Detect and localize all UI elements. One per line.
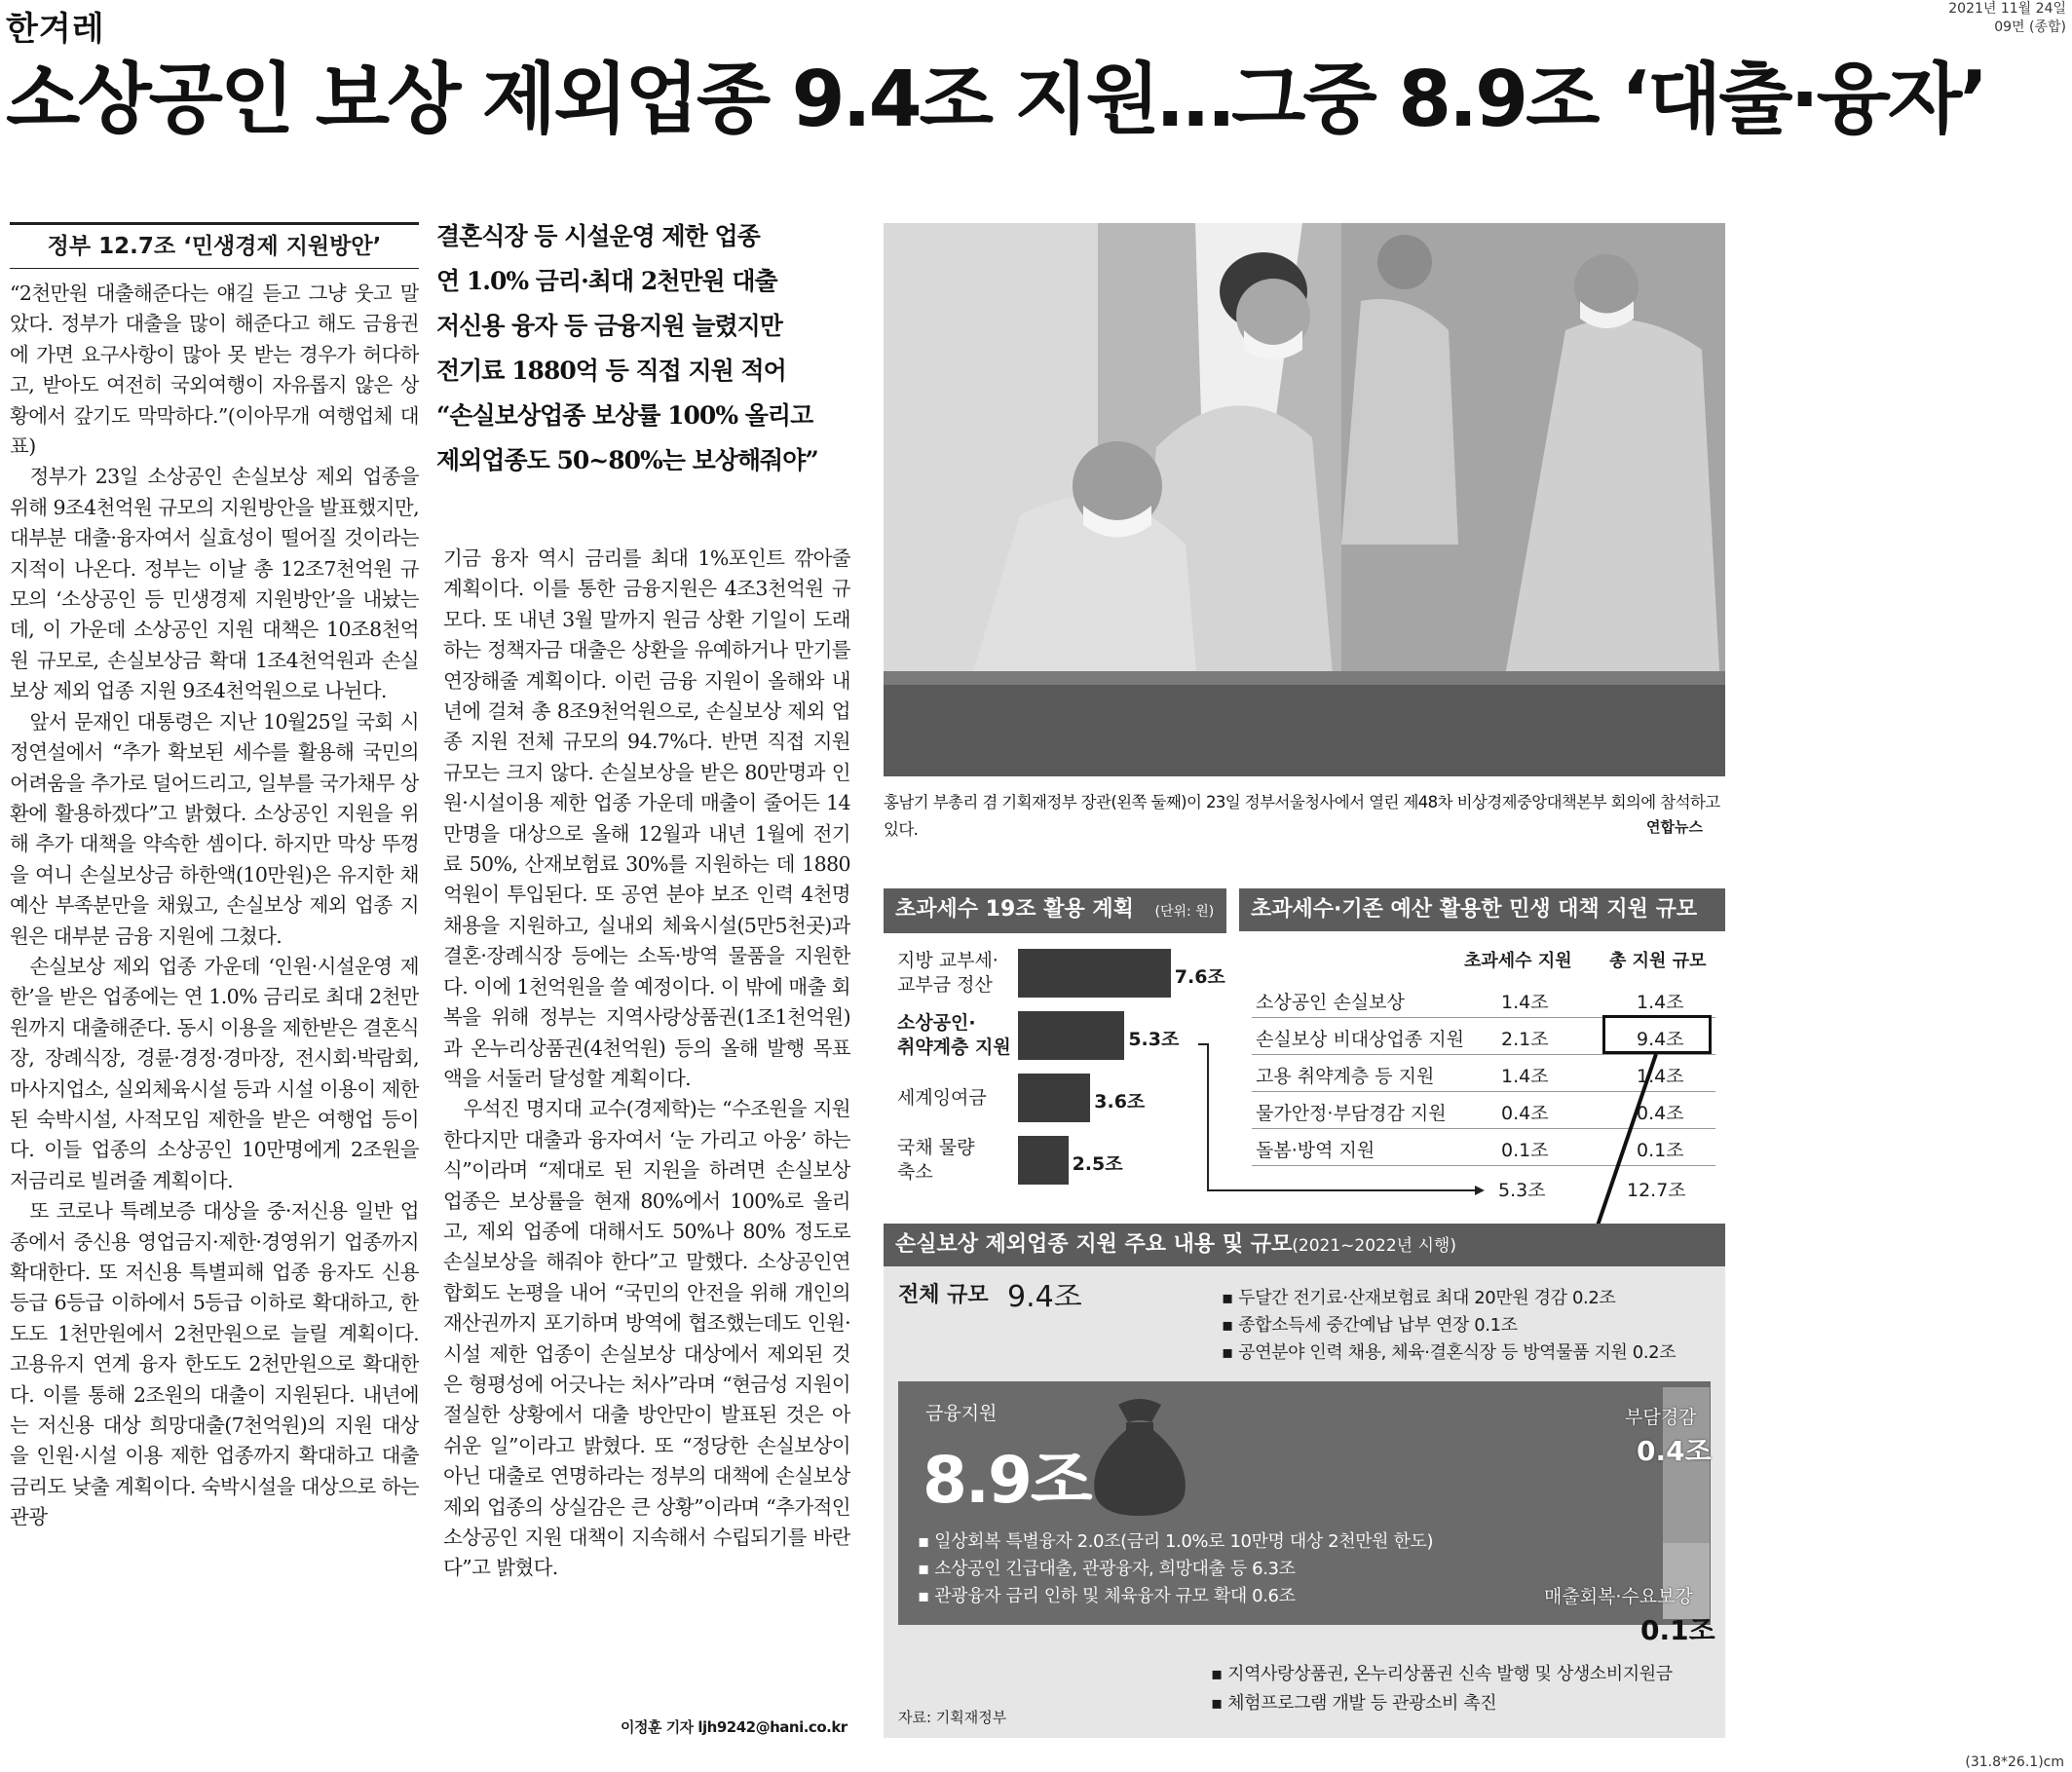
bar <box>1018 1074 1090 1122</box>
table-row-label: 고용 취약계층 등 지원 <box>1256 1066 1435 1087</box>
table-row-label: 물가안정·부담경감 지원 <box>1256 1103 1447 1124</box>
kicker: 정부 12.7조 ‘민생경제 지원방안’ <box>10 222 419 269</box>
table-row-total: 1.4조 <box>1637 992 1684 1013</box>
byline: 이정훈 기자 ljh9242@hani.co.kr <box>621 1718 848 1736</box>
chart-surplus-plan-title-text: 초과세수 19조 활용 계획 <box>895 897 1134 922</box>
paragraph: “2천만원 대출해준다는 얘길 듣고 그냥 웃고 말았다. 정부가 대출을 많이 해준다고 해도 금융권에 가면 요구사항이 많아 못 받는 경우가 허다하고, 받아도 여전히 국외여행이 자유롭지 않은 상황에서 갚기도 막막하다.”(이아무개 여행업체 대표) <box>10 282 419 459</box>
bar <box>1018 949 1171 998</box>
bar-category-line: 소상공인· <box>897 1012 976 1034</box>
chart-surplus-plan-unit: (단위: 원) <box>1154 904 1215 920</box>
bar <box>1018 1136 1069 1185</box>
subheads <box>436 214 853 483</box>
table-row-extra: 1.4조 <box>1501 1066 1549 1087</box>
bar-category-label <box>897 949 1014 998</box>
bar-category-label <box>897 1136 1014 1185</box>
bar-value-label: 2.5조 <box>1072 1153 1123 1175</box>
bar-value-label: 3.6조 <box>1094 1091 1146 1112</box>
bar-category-line: 세계잉여금 <box>897 1087 987 1109</box>
chart-excluded-support-title <box>884 1224 1725 1267</box>
newspaper-logo: 한겨레 <box>6 10 105 49</box>
burden-bullet: ▪ 종합소득세 중간예납 납부 연장 0.1조 <box>1222 1315 1518 1336</box>
headline: 소상공인 보상 제외업종 9.4조 지원…그중 8.9조 ‘대출·융자’ <box>6 55 1986 144</box>
burden-label: 부담경감 <box>1625 1407 1697 1428</box>
subhead-line: 연 1.0% 금리·최대 2천만원 대출 <box>436 267 777 295</box>
paragraph: 앞서 문재인 대통령은 지난 10월25일 국회 시정연설에서 “추가 확보된 세수를 활용해 국민의 어려움을 추가로 덜어드리고, 일부를 국가채무 상환에 활용하겠다”고 밝혔다. 소상공인 지원을 위해 추가 대책을 약속한 셈이다. 하지만 막상 뚜껑을 여니 손실보상금 하한액(10만원)은 유지한 채 예산 부족분만을 채웠고, 손실보상 제외 업종 지원은 대부분 금융 지원에 그쳤다. <box>10 709 419 948</box>
burden-value: 0.4조 <box>1637 1435 1712 1467</box>
graphic-source: 자료: 기획재정부 <box>898 1709 1007 1726</box>
issue-date: 2021년 11월 24일 <box>1948 1 2066 17</box>
news-photo <box>884 223 1725 776</box>
paragraph: 우석진 명지대 교수(경제학)는 “수조원을 지원한다지만 대출과 융자여서 ‘눈 가리고 아웅’ 하는 식”이라며 “제대로 된 지원을 하려면 손실보상 업종은 보상률을 현재 80%에서 100%로 올리고, 제외 업종에 대해서도 50%나 80% 정도로 손실보상을 해줘야 한다”고 말했다. 소상공인연합회도 논평을 내어 “국민의 안전을 위해 개인의 재산권까지 포기하며 방역에 협조했는데도 인원·시설 제한 업종이 손실보상 대상에서 제외된 것은 형평성에 어긋나는 처사”라며 “현금성 지원이 절실한 상황에서 대출 방안만이 발표된 것은 아쉬운 일”이라고 밝혔다. 또 “정당한 손실보상이 아닌 대출로 연명하라는 정부의 대책에 손실보상 제외 업종의 상실감은 큰 상황”이라며 “추가적인 소상공인 지원 대책이 지속해서 수립되기를 바란다”고 밝혔다. <box>443 1097 850 1580</box>
demand-value: 0.1조 <box>1640 1614 1715 1646</box>
page-number: 09면 (종합) <box>1994 19 2066 35</box>
subhead-line: 결혼식장 등 시설운영 제한 업종 <box>436 222 760 250</box>
table-total-all: 12.7조 <box>1627 1180 1686 1201</box>
table-row <box>1252 980 1715 1018</box>
money-bag-icon <box>1081 1393 1198 1520</box>
paragraph: 기금 융자 역시 금리를 최대 1%포인트 깎아줄 계획이다. 이를 통한 금융지원은 4조3천억원 규모다. 또 내년 3월 말까지 원금 상환 기일이 도래하는 정책자금 대출은 상환을 유예하거나 만기를 연장해줄 계획이다. 이런 금융 지원이 올해와 내년에 걸쳐 총 8조9천억원으로, 손실보상 제외 업종 지원 전체 규모의 94.7%다. 반면 직접 지원 규모는 크지 않다. 손실보상을 받은 80만명과 인원·시설이용 제한 업종 가운데 매출이 줄어든 14만명을 대상으로 올해 12월과 내년 1월에 전기료 50%, 산재보험료 30%를 지원하는 데 1880억원이 투입된다. 또 공연 분야 보조 인력 4천명 채용을 지원하고, 실내외 체육시설(5만5천곳)과 결혼·장례식장 등에는 소독·방역 물품을 지원한다. 이에 1천억원을 쓸 예정이다. 이 밖에 매출 회복을 위해 정부는 지역사랑상품권(1조1천억원)과 온누리상품권(4천억원) 등의 올해 발행 목표액을 서둘러 달성할 계획이다. <box>443 547 850 1090</box>
table-col-extra: 초과세수 지원 <box>1464 951 1572 971</box>
table-row-extra: 0.4조 <box>1501 1103 1549 1124</box>
bar-category-label <box>897 1011 1014 1060</box>
demand-label: 매출회복·수요보강 <box>1544 1586 1693 1607</box>
table-row-total: 1.4조 <box>1637 1066 1684 1087</box>
subhead-line: 제외업종도 50~80%는 보상해줘야” <box>436 446 818 474</box>
photo-illustration <box>884 223 1725 776</box>
connector-lines <box>1198 1033 1666 1227</box>
photo-caption: 홍남기 부총리 겸 기획재정부 장관(왼쪽 둘째)이 23일 정부서울청사에서 열린 제48차 비상경제중앙대책본부 회의에 참석하고 있다. <box>884 793 1720 839</box>
chart-surplus-plan-title <box>884 888 1226 933</box>
bar-category-line: 지방 교부세· <box>897 950 998 971</box>
chart-excluded-title-text: 손실보상 제외업종 지원 주요 내용 및 규모 <box>895 1232 1293 1257</box>
bar-category-line: 축소 <box>897 1161 933 1183</box>
chart-surplus-plan-body <box>884 933 1226 1204</box>
subhead-line: “손실보상업종 보상률 100% 올리고 <box>436 401 813 430</box>
table-total-extra: 5.3조 <box>1498 1180 1546 1201</box>
demand-bullet: ▪ 체험프로그램 개발 등 관광소비 촉진 <box>1211 1693 1497 1714</box>
finance-label: 금융지원 <box>925 1403 998 1424</box>
chart-surplus-plan <box>884 888 1226 1202</box>
bar-category-line: 국채 물량 <box>897 1137 975 1158</box>
table-row-total: 0.1조 <box>1637 1140 1684 1161</box>
burden-bullet: ▪ 두달간 전기료·산재보험료 최대 20만원 경감 0.2조 <box>1222 1288 1616 1308</box>
demand-bullet: ▪ 지역사랑상품권, 온누리상품권 신속 발행 및 상생소비지원금 <box>1211 1664 1673 1684</box>
total-scale-value: 9.4조 <box>1007 1280 1082 1314</box>
subhead-line: 전기료 1880억 등 직접 지원 적어 <box>436 357 786 385</box>
bar-category-line: 취약계층 지원 <box>897 1037 1011 1058</box>
subhead-line: 저신용 융자 등 금융지원 늘렸지만 <box>436 312 782 340</box>
finance-bullet: ▪ 소상공인 긴급대출, 관광융자, 희망대출 등 6.3조 <box>918 1559 1296 1579</box>
finance-bullet: ▪ 일상회복 특별융자 2.0조(금리 1.0%로 10만명 대상 2천만원 한도) <box>918 1531 1434 1552</box>
article-column-2 <box>443 544 850 1740</box>
chart-excluded-support <box>884 1224 1725 1266</box>
bar-value-label: 7.6조 <box>1174 966 1225 988</box>
bar-category-line: 교부금 정산 <box>897 974 993 996</box>
article-column-1 <box>10 279 419 1738</box>
table-row-label: 돌봄·방역 지원 <box>1256 1140 1375 1161</box>
table-row-extra: 2.1조 <box>1501 1029 1549 1050</box>
table-row-label: 손실보상 비대상업종 지원 <box>1256 1029 1464 1050</box>
bar-category-label <box>897 1086 1014 1111</box>
bar <box>1018 1011 1124 1060</box>
paragraph: 정부가 23일 소상공인 손실보상 제외 업종을 위해 9조4천억원 규모의 지원방안을 발표했지만, 대부분 대출·융자여서 실효성이 떨어질 것이라는 지적이 나온다. 정부는 이날 총 12조7천억원 규모의 ‘소상공인 등 민생경제 지원방안’을 내놨는데, 이 가운데 소상공인 지원 대책은 10조8천억원 규모로, 손실보상금 확대 1조4천억원과 손실보상 제외 업종 지원 9조4천억원으로 나뉜다. <box>10 465 419 703</box>
table-col-total: 총 지원 규모 <box>1609 951 1707 971</box>
paragraph: 손실보상 제외 업종 가운데 ‘인원·시설운영 제한’을 받은 업종에는 연 1.0% 금리로 최대 2천만원까지 대출해준다. 동시 이용을 제한받은 결혼식장, 장례식장, 경륜·경정·경마장, 전시회·박람회, 마사지업소, 실외체육시설 등과 시설 이용이 제한된 숙박시설, 사적모임 제한을 받은 여행업 등이다. 이들 업종의 소상공인 10만명에게 2조원을 저금리로 빌려줄 계획이다. <box>10 954 419 1192</box>
photo-credit: 연합뉴스 <box>1646 818 1703 836</box>
dateline <box>1948 0 2066 37</box>
table-support-scale-title: 초과세수·기존 예산 활용한 민생 대책 지원 규모 <box>1239 888 1725 931</box>
chart-excluded-period: (2021~2022년 시행) <box>1292 1236 1456 1256</box>
paragraph: 또 코로나 특례보증 대상을 중·저신용 일반 업종에서 중신용 영업금지·제한·경영위기 업종까지 확대한다. 또 저신용 특별피해 업종 융자도 신용등급 6등급 이하에서 5등급 이하로 확대하고, 한도도 1천만원에서 2천만원으로 늘릴 계획이다. 고용유지 연계 융자 한도도 2천만원으로 확대한다. 이를 통해 2조원의 대출이 지원된다. 내년에는 저신용 대상 희망대출(7천억원)의 지원 대상을 인원·시설 이용 제한 업종까지 확대하고 대출 금리도 낮출 계획이다. 숙박시설을 대상으로 하는 관광 <box>10 1199 419 1529</box>
burden-bullet: ▪ 공연분야 인력 채용, 체육·결혼식장 등 방역물품 지원 0.2조 <box>1222 1342 1676 1363</box>
table-row-label: 소상공인 손실보상 <box>1256 992 1405 1013</box>
table-row-total: 0.4조 <box>1637 1103 1684 1124</box>
bar-value-label: 5.3조 <box>1128 1029 1180 1050</box>
total-scale-label: 전체 규모 <box>898 1283 989 1307</box>
finance-value: 8.9조 <box>923 1443 1091 1518</box>
finance-bullet: ▪ 관광융자 금리 인하 및 체육융자 규모 확대 0.6조 <box>918 1586 1296 1606</box>
table-row-total: 9.4조 <box>1637 1029 1684 1050</box>
footer-size: (31.8*26.1)cm <box>1965 1754 2064 1770</box>
table-row-extra: 0.1조 <box>1501 1140 1549 1161</box>
table-row-extra: 1.4조 <box>1501 992 1549 1013</box>
